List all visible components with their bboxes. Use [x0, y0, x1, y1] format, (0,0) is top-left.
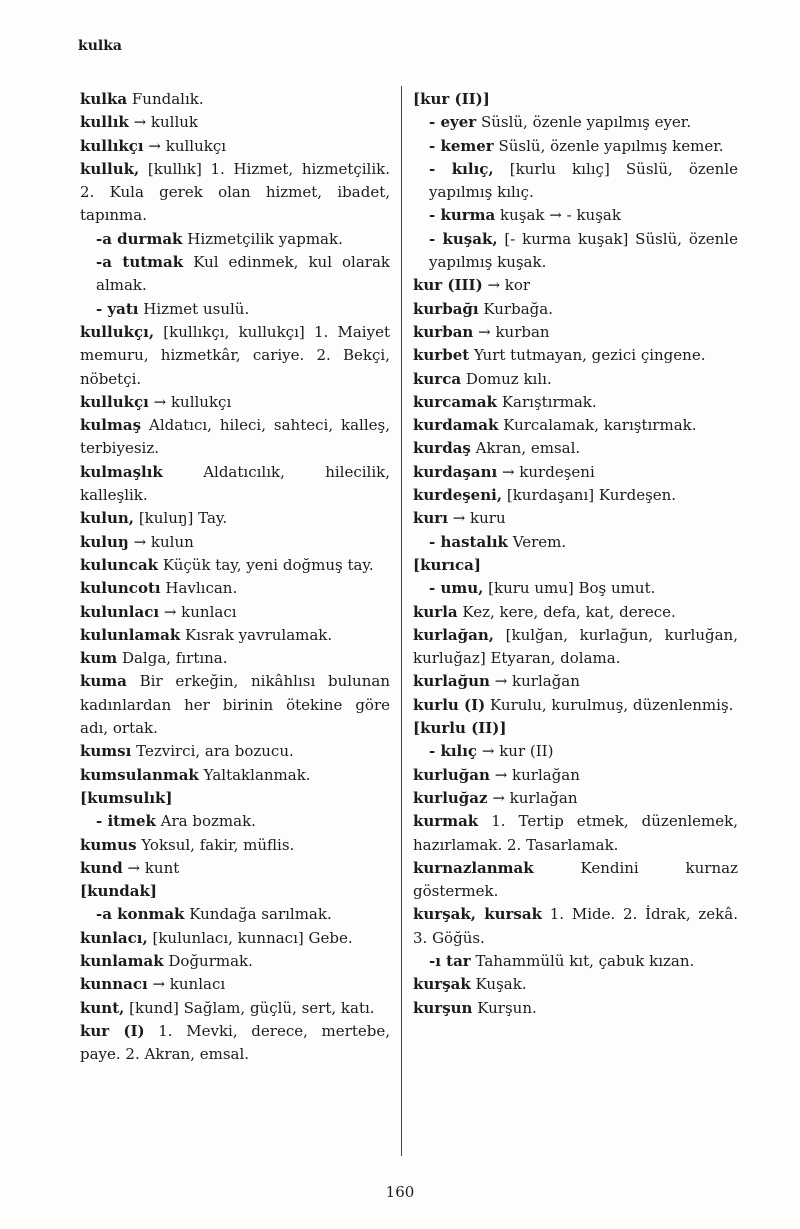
headword: kurdamak [413, 416, 499, 435]
headword: [kumsulık] [80, 788, 173, 807]
headword: kulunlamak [80, 625, 181, 644]
dictionary-entry [413, 997, 738, 1020]
dictionary-entry [413, 903, 738, 950]
headword: kurı [413, 509, 448, 528]
column-divider [401, 86, 402, 1156]
dictionary-entry [413, 437, 738, 460]
definition: → kullukçı [148, 136, 227, 155]
definition: → kunt [127, 858, 180, 877]
definition: [kulğan, kurlağun, kurluğan, kurluğaz] Etyaran, dolama. [413, 625, 738, 668]
definition: Kurbağa. [483, 299, 553, 318]
headword: kuma [80, 672, 127, 691]
headword: [kur (II)] [413, 90, 490, 108]
definition: Aldatıcı, hileci, sahteci, kalleş, terbiyesiz. [80, 416, 390, 458]
page-number: 160 [385, 1183, 415, 1201]
dictionary-entry [80, 111, 390, 134]
dictionary-entry [80, 927, 390, 950]
definition: Küçük tay, yeni doğmuş tay. [162, 555, 374, 574]
dictionary-entry [413, 484, 738, 507]
dictionary-entry [80, 1020, 390, 1067]
headword: kulun, [80, 509, 135, 528]
dictionary-entry [413, 461, 738, 484]
dictionary-entry [80, 624, 390, 647]
definition: Kurşun. [477, 998, 537, 1017]
dictionary-entry [413, 694, 738, 717]
right-column [413, 88, 738, 1020]
dictionary-entry [413, 414, 738, 437]
definition: Akran, emsal. [475, 439, 581, 458]
dictionary-entry [413, 764, 738, 787]
dictionary-entry [80, 740, 390, 763]
headword: kulmaşlık [80, 462, 163, 481]
definition: → kur (II) [481, 742, 554, 761]
dictionary-entry [413, 857, 738, 904]
definition: [kullıkçı, kullukçı] 1. Maiyet memuru, hizmetkâr, cariye. 2. Bekçi, nöbetçi. [80, 322, 390, 388]
dictionary-entry [80, 857, 390, 880]
definition: Karıştırmak. [501, 392, 597, 411]
headword: kurdaş [413, 439, 471, 458]
dictionary-entry [413, 670, 738, 693]
headword: kurluğaz [413, 788, 488, 807]
headword: kurşak, kursak [413, 905, 542, 924]
headword: kunlamak [80, 951, 164, 970]
headword: kulluk, [80, 159, 140, 178]
dictionary-entry [80, 531, 390, 554]
definition: → kurlağan [492, 788, 578, 807]
headword: kur (III) [413, 276, 483, 295]
dictionary-entry [413, 973, 738, 996]
headword: kurbet [413, 346, 470, 365]
definition: [kurlu kılıç] Süslü, özenle yapılmış kılıç. [429, 159, 738, 202]
dictionary-entry [80, 810, 390, 833]
definition: Süslü, özenle yapılmış kemer. [498, 136, 724, 155]
definition: [kuluŋ] Tay. [138, 509, 228, 528]
dictionary-entry [413, 507, 738, 530]
dictionary-entry [413, 274, 738, 297]
dictionary-entry [413, 321, 738, 344]
definition: Dalga, fırtına. [121, 649, 228, 668]
dictionary-entry [413, 950, 738, 973]
headword: -a tutmak [96, 253, 184, 272]
dictionary-entry [80, 554, 390, 577]
dictionary-entry [80, 601, 390, 624]
definition: Hizmet usulü. [143, 299, 250, 318]
definition: Havlıcan. [165, 579, 238, 598]
headword: kurşun [413, 998, 473, 1017]
dictionary-entry [80, 834, 390, 857]
headword: kumsı [80, 742, 132, 761]
dictionary-entry [80, 251, 390, 298]
dictionary-entry [80, 997, 390, 1020]
dictionary-entry [80, 764, 390, 787]
definition: Kul edinmek, kul olarak almak. [96, 253, 390, 295]
dictionary-entry [413, 368, 738, 391]
headword: kurdeşeni, [413, 486, 503, 505]
dictionary-entry [80, 670, 390, 740]
dictionary-entry [80, 507, 390, 530]
headword: kulunlacı [80, 602, 160, 621]
definition: [kullık] 1. Hizmet, hizmetçilik. 2. Kula gerek olan hizmet, ibadet, tapınma. [80, 159, 390, 225]
definition: [kund] Sağlam, güçlü, sert, katı. [129, 998, 375, 1017]
dictionary-entry [80, 950, 390, 973]
dictionary-entry [80, 321, 390, 391]
dictionary-entry [80, 461, 390, 508]
definition: 1. Mevki, derece, mertebe, paye. 2. Akran, emsal. [80, 1021, 390, 1064]
dictionary-entry [413, 810, 738, 857]
headword: kullukçı, [80, 322, 155, 341]
dictionary-entry [413, 554, 738, 577]
headword: [kurlu (II)] [413, 719, 507, 738]
left-column [80, 88, 390, 1066]
dictionary-entry [80, 298, 390, 321]
dictionary-entry [80, 391, 390, 414]
headword: - hastalık [429, 532, 508, 551]
definition: Doğurmak. [168, 951, 253, 970]
definition: [kurdaşanı] Kurdeşen. [506, 486, 677, 505]
dictionary-entry [80, 647, 390, 670]
dictionary-entry [413, 111, 738, 134]
headword: [kurıca] [413, 555, 481, 574]
dictionary-entry [80, 577, 390, 600]
definition: → kurlağan [494, 765, 580, 784]
headword: - kemer [429, 136, 494, 155]
dictionary-entry [413, 298, 738, 321]
headword: kurca [413, 369, 462, 388]
definition: → kor [487, 276, 531, 295]
headword: kunt, [80, 998, 125, 1017]
headword: kunlacı, [80, 928, 148, 947]
headword: kullık [80, 113, 129, 132]
definition: → kunlacı [152, 975, 226, 994]
definition: → kullukçı [153, 392, 232, 411]
running-head: kulka [78, 38, 122, 54]
definition: → kulun [133, 532, 194, 551]
headword: kurdaşanı [413, 462, 498, 481]
headword: kurlağan, [413, 625, 494, 644]
dictionary-entry [413, 158, 738, 205]
headword: kund [80, 858, 123, 877]
headword: kurcamak [413, 392, 498, 411]
dictionary-entry [413, 577, 738, 600]
headword: kum [80, 649, 118, 668]
dictionary-entry [413, 717, 738, 740]
definition: Tahammülü kıt, çabuk kızan. [475, 951, 695, 970]
definition: Yaltaklanmak. [203, 765, 311, 784]
dictionary-entry [413, 531, 738, 554]
headword: kurban [413, 322, 474, 341]
definition: Tezvirci, ara bozucu. [136, 742, 294, 761]
definition: Verem. [512, 532, 567, 551]
dictionary-entry [413, 204, 738, 227]
definition: → kurlağan [494, 672, 580, 691]
headword: - yatı [96, 299, 139, 318]
headword: kurluğan [413, 765, 490, 784]
dictionary-entry [80, 414, 390, 461]
headword: [kundak] [80, 882, 157, 901]
headword: kurbağı [413, 299, 479, 318]
definition: Domuz kılı. [465, 369, 552, 388]
headword: kurnazlanmak [413, 858, 534, 877]
headword: kuluncak [80, 555, 159, 574]
headword: -a durmak [96, 229, 183, 248]
definition: [kuru umu] Boş umut. [488, 579, 656, 598]
definition: Yurt tutmayan, gezici çingene. [473, 346, 706, 365]
dictionary-entry [413, 601, 738, 624]
headword: kumus [80, 835, 137, 854]
dictionary-entry [413, 228, 738, 275]
definition: → kuru [452, 509, 506, 528]
dictionary-entry [80, 973, 390, 996]
headword: kurlu (I) [413, 695, 486, 714]
headword: kullukçı [80, 392, 149, 411]
dictionary-entry [80, 787, 390, 810]
dictionary-entry [413, 135, 738, 158]
definition: Kuşak. [475, 975, 527, 994]
definition: Süslü, özenle yapılmış eyer. [480, 113, 692, 132]
headword: kullıkçı [80, 136, 144, 155]
dictionary-entry [413, 88, 738, 111]
definition: Kısrak yavrulamak. [185, 625, 333, 644]
definition: Kendini kurnaz göstermek. [413, 858, 738, 901]
headword: kurşak [413, 975, 471, 994]
dictionary-entry [413, 624, 738, 671]
headword: kur (I) [80, 1021, 145, 1040]
headword: - umu, [429, 579, 484, 598]
headword: kurla [413, 602, 458, 621]
definition: Kurulu, kurulmuş, düzenlenmiş. [490, 695, 734, 714]
definition: Yoksul, fakir, müflis. [141, 835, 295, 854]
dictionary-entry [413, 740, 738, 763]
headword: kulmaş [80, 416, 142, 435]
headword: - eyer [429, 113, 477, 132]
definition: → kulluk [133, 113, 199, 132]
headword: kulka [80, 90, 128, 108]
dictionary-entry [80, 135, 390, 158]
definition: Bir erkeğin, nikâhlısı bulunan kadınlardan her birinin ötekine göre adı, ortak. [80, 672, 390, 738]
headword: - kılıç [429, 742, 478, 761]
headword: kurlağun [413, 672, 490, 691]
definition: → kurdeşeni [501, 462, 595, 481]
definition: Kundağa sarılmak. [189, 905, 332, 924]
definition: Ara bozmak. [160, 812, 256, 831]
definition: 1. Tertip etmek, düzenlemek, hazırlamak. 2. Tasarlamak. [413, 812, 738, 854]
headword: -ı tar [429, 951, 471, 970]
definition: Hizmetçilik yapmak. [187, 229, 343, 248]
dictionary-entry [413, 391, 738, 414]
headword: kumsulanmak [80, 765, 199, 784]
definition: → kurban [478, 322, 550, 341]
dictionary-entry [80, 228, 390, 251]
definition: Fundalık. [131, 90, 204, 108]
definition: [kulunlacı, kunnacı] Gebe. [152, 928, 353, 947]
dictionary-entry [413, 787, 738, 810]
headword: - itmek [96, 812, 156, 831]
dictionary-entry [80, 158, 390, 228]
headword: - kuşak, [429, 229, 498, 248]
dictionary-entry [80, 880, 390, 903]
definition: Kez, kere, defa, kat, derece. [462, 602, 676, 621]
headword: kuluncotı [80, 579, 161, 598]
headword: kuluŋ [80, 532, 129, 551]
headword: - kılıç, [429, 159, 494, 178]
definition: Kurcalamak, karıştırmak. [503, 416, 697, 435]
headword: kurmak [413, 812, 479, 831]
definition: → kunlacı [163, 602, 237, 621]
dictionary-entry [80, 88, 390, 111]
headword: - kurma [429, 206, 496, 225]
dictionary-entry [80, 903, 390, 926]
definition: 1. Mide. 2. İdrak, zekâ. 3. Göğüs. [413, 905, 738, 947]
definition: kuşak → - kuşak [500, 206, 621, 225]
dictionary-entry [413, 344, 738, 367]
definition: Aldatıcılık, hilecilik, kalleşlik. [80, 462, 390, 505]
headword: kunnacı [80, 975, 148, 994]
definition: [- kurma kuşak] Süslü, özenle yapılmış kuşak. [429, 229, 738, 272]
headword: -a konmak [96, 905, 185, 924]
